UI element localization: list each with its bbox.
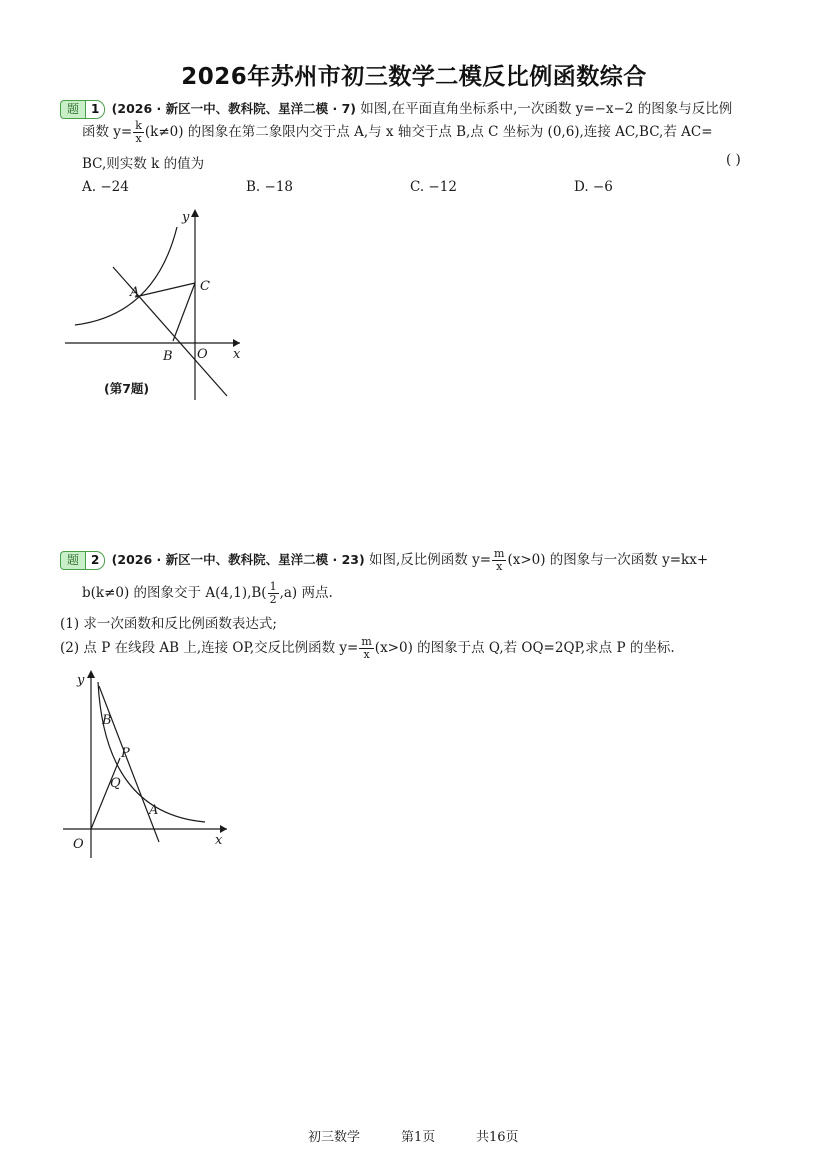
q2-label-p: P	[121, 746, 130, 761]
q1-badge-label: 题	[60, 100, 85, 119]
q2-frac2-denominator: 2	[269, 593, 277, 606]
q1-line1	[60, 97, 732, 119]
q1-text-2b: (k≠0) 的图象在第二象限内交于点 A,与 x 轴交于点 B,点 C 坐标为 (0,6),连接 AC,BC,若 AC=	[144, 124, 713, 140]
q2-line-ab	[99, 686, 159, 842]
q2-fraction-2	[268, 581, 279, 606]
q2-segment-op	[91, 758, 120, 829]
q2-badge	[60, 551, 105, 570]
footer-total-pages: 共16页	[476, 1130, 519, 1145]
q2-badge-number: 2	[85, 551, 105, 570]
q2-hyperbola	[98, 682, 205, 822]
q2-text-part2b: (x>0) 的图象于点 Q,若 OQ=2QP,求点 P 的坐标.	[374, 640, 675, 656]
q1-option-c: C. −12	[410, 179, 457, 195]
q2-text-1b: (x>0) 的图象与一次函数 y=kx+	[507, 552, 709, 568]
q2-part-2	[60, 636, 675, 661]
q2-text-2a: b(k≠0) 的图象交于 A(4,1),B(	[82, 585, 267, 601]
q1-frac-denominator: x	[135, 132, 142, 145]
q1-frac-numerator: k	[135, 119, 142, 132]
q1-hyperbola	[75, 227, 177, 325]
q2-fraction-1	[492, 548, 506, 573]
q1-y-arrow	[191, 209, 199, 217]
q1-text-2a: 函数 y=	[82, 124, 133, 140]
q2-frac2-numerator: 1	[269, 580, 277, 593]
q2-label-y: y	[77, 673, 85, 688]
q1-x-arrow	[233, 339, 240, 347]
q2-label-o: O	[73, 837, 84, 852]
q1-segment-bc	[173, 283, 195, 341]
q1-source: (2026 · 新区一中、教科院、星洋二模 · 7)	[111, 101, 356, 116]
q1-option-a: A. −24	[82, 179, 129, 195]
q1-fraction	[133, 120, 144, 145]
q1-badge	[60, 100, 105, 119]
q1-badge-number: 1	[85, 100, 105, 119]
q2-label-a: A	[149, 803, 159, 818]
page-title: 2026年苏州市初三数学二模反比例函数综合	[181, 64, 647, 90]
q1-option-d: D. −6	[574, 179, 613, 195]
q1-figure	[55, 205, 265, 405]
q1-text-1: 如图,在平面直角坐标系中,一次函数 y=−x−2 的图象与反比例	[360, 101, 733, 117]
q1-line3: BC,则实数 k 的值为	[82, 156, 205, 172]
q1-label-b: B	[163, 349, 173, 364]
q1-answer-paren: ( )	[726, 152, 741, 168]
q1-label-o: O	[197, 347, 208, 362]
q2-text-2b: ,a) 两点.	[279, 585, 333, 601]
q1-option-b: B. −18	[246, 179, 293, 195]
q2-source: (2026 · 新区一中、教科院、星洋二模 · 23)	[111, 552, 365, 567]
q2-label-q: Q	[110, 776, 121, 791]
q2-line1	[60, 548, 708, 573]
q1-label-y: y	[182, 210, 190, 225]
q2-part-1: (1) 求一次函数和反比例函数表达式;	[60, 616, 277, 632]
q2-label-b: B	[102, 713, 112, 728]
q2-text-1a: 如图,反比例函数 y=	[369, 552, 492, 568]
q2-y-arrow	[87, 670, 95, 678]
q2-fraction-3	[359, 636, 373, 661]
q1-figure-caption: (第7题)	[104, 381, 150, 396]
q2-frac3-numerator: m	[361, 635, 372, 648]
q1-label-a: A	[130, 285, 140, 300]
q1-line2	[82, 120, 713, 145]
footer-page-number: 第1页	[401, 1130, 436, 1145]
q2-frac1-numerator: m	[494, 547, 505, 560]
q2-label-x: x	[215, 833, 223, 848]
q2-line2	[82, 581, 333, 606]
q2-x-arrow	[220, 825, 227, 833]
q2-frac3-denominator: x	[363, 648, 370, 661]
q1-label-x: x	[233, 347, 241, 362]
q2-figure	[55, 668, 255, 863]
q2-frac1-denominator: x	[496, 560, 503, 573]
q1-label-c: C	[200, 279, 210, 294]
footer-subject: 初三数学	[308, 1130, 361, 1145]
q2-text-part2a: (2) 点 P 在线段 AB 上,连接 OP,交反比例函数 y=	[60, 640, 359, 656]
q2-badge-label: 题	[60, 551, 85, 570]
q1-segment-ac	[135, 283, 195, 297]
